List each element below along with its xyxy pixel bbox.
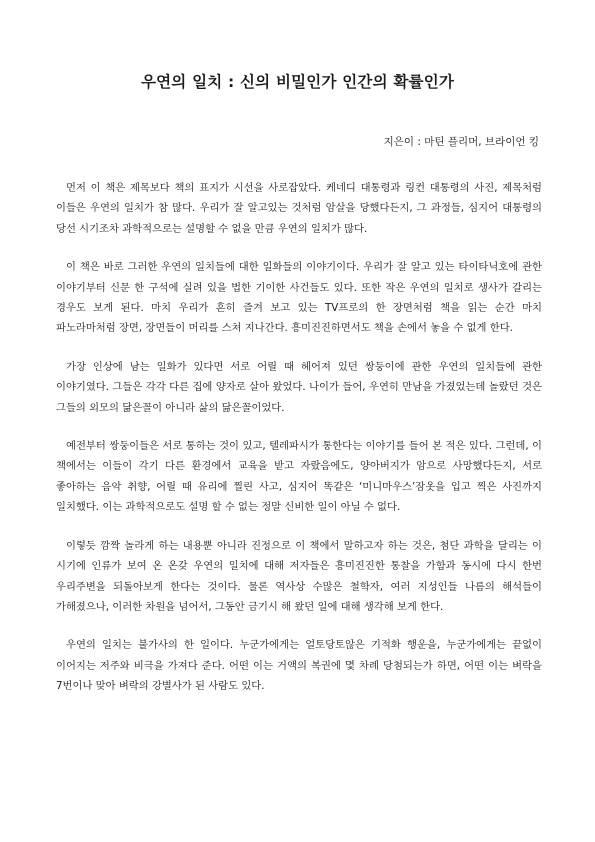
paragraph: 가장 인상에 남는 일화가 있다면 서로 어릴 때 헤어져 있던 쌍둥이에 관한 우연의 일치들에 관한 이야기였다. 그들은 각각 다른 집에 양자로 살아 왔었다. 나이가 들어, 우연히 만남을 가졌었는데 놀랐던 것은 그들의 외모의 닮은꼴이 아니라 삶의 닮은꼴이었다.	[56, 360, 542, 414]
author-line: 지은이 : 마틴 플리머, 브라이언 킹	[383, 136, 539, 148]
paragraph: 우연의 일치는 불가사의 한 일이다. 누군가에게는 얼토당토않은 기적화 행운을, 누군가에게는 끝없이 이어지는 저주와 비극을 가져다 준다. 어떤 이는 거액의 복권에 몇 차례 당첨되는가 하면, 어떤 이는 벼락을 7번이나 맞아 벼락의 강별사가 된 사람도 있다.	[56, 639, 542, 693]
paragraph: 이 책은 바로 그러한 우연의 일치들에 대한 일화들의 이야기이다. 우리가 잘 알고 있는 타이타닉호에 관한 이야기부터 신문 한 구석에 실려 있을 법한 기이한 사건들도 있다. 또한 작은 우연의 일치로 생사가 갈리는 경우도 보게 된다. 마치 우리가 흔히 즐겨 보고 있는 TV프로의 한 장면처럼 책을 읽는 순간 마치 파노라마처럼 장면, 장면들이 머리를 스쳐 지나간다. 흥미진진하면서도 책을 손에서 놓을 수 없게 한다.	[56, 261, 542, 335]
paragraph: 이렇듯 깜짝 놀라게 하는 내용뿐 아니라 진정으로 이 책에서 말하고자 하는 것은, 첨단 과학을 달리는 이 시기에 인류가 보여 온 온갖 우연의 일치에 대해 저자들은 흥미진진한 통찰을 가함과 동시에 다시 한번 우리주변을 되돌아보게 한다는 것이다. 물론 역사상 수많은 철학자, 여러 지성인들 나름의 해석들이 가해졌으나, 이러한 차원을 넘어서, 그동안 금기시 해 왔던 일에 대해 생각해 보게 한다.	[56, 539, 542, 613]
paragraph: 먼저 이 책은 제목보다 책의 표지가 시선을 사로잡았다. 케네디 대통령과 링컨 대통령의 사진, 제목처럼 이들은 우연의 일치가 참 많다. 우리가 잘 알고있는 것처럼 암살을 당했다든지, 그 과정들, 심지어 대통령의 당선 시기조차 과학적으로는 설명할 수 없을 만큼 우연의 일치가 많다.	[56, 182, 542, 235]
document-body	[56, 178, 542, 715]
paragraph: 예전부터 쌍둥이들은 서로 통하는 것이 있고, 텔레파시가 통한다는 이야기를 들어 본 적은 있다. 그런데, 이 책에서는 이들이 각기 다른 환경에서 교육을 받고 자랐음에도, 양아버지가 암으로 사망했다든지, 서로 좋아하는 음악 취향, 어릴 때 유리에 찔린 사고, 심지어 똑같은 ‘미니마우스’잠옷을 입고 찍은 사진까지 일치했다. 이는 과학적으로도 설명 할 수 없는 정말 신비한 일이 아닐 수 없다.	[56, 440, 542, 514]
document-title: 우연의 일치 : 신의 비밀인가 인간의 확률인가	[140, 73, 455, 91]
